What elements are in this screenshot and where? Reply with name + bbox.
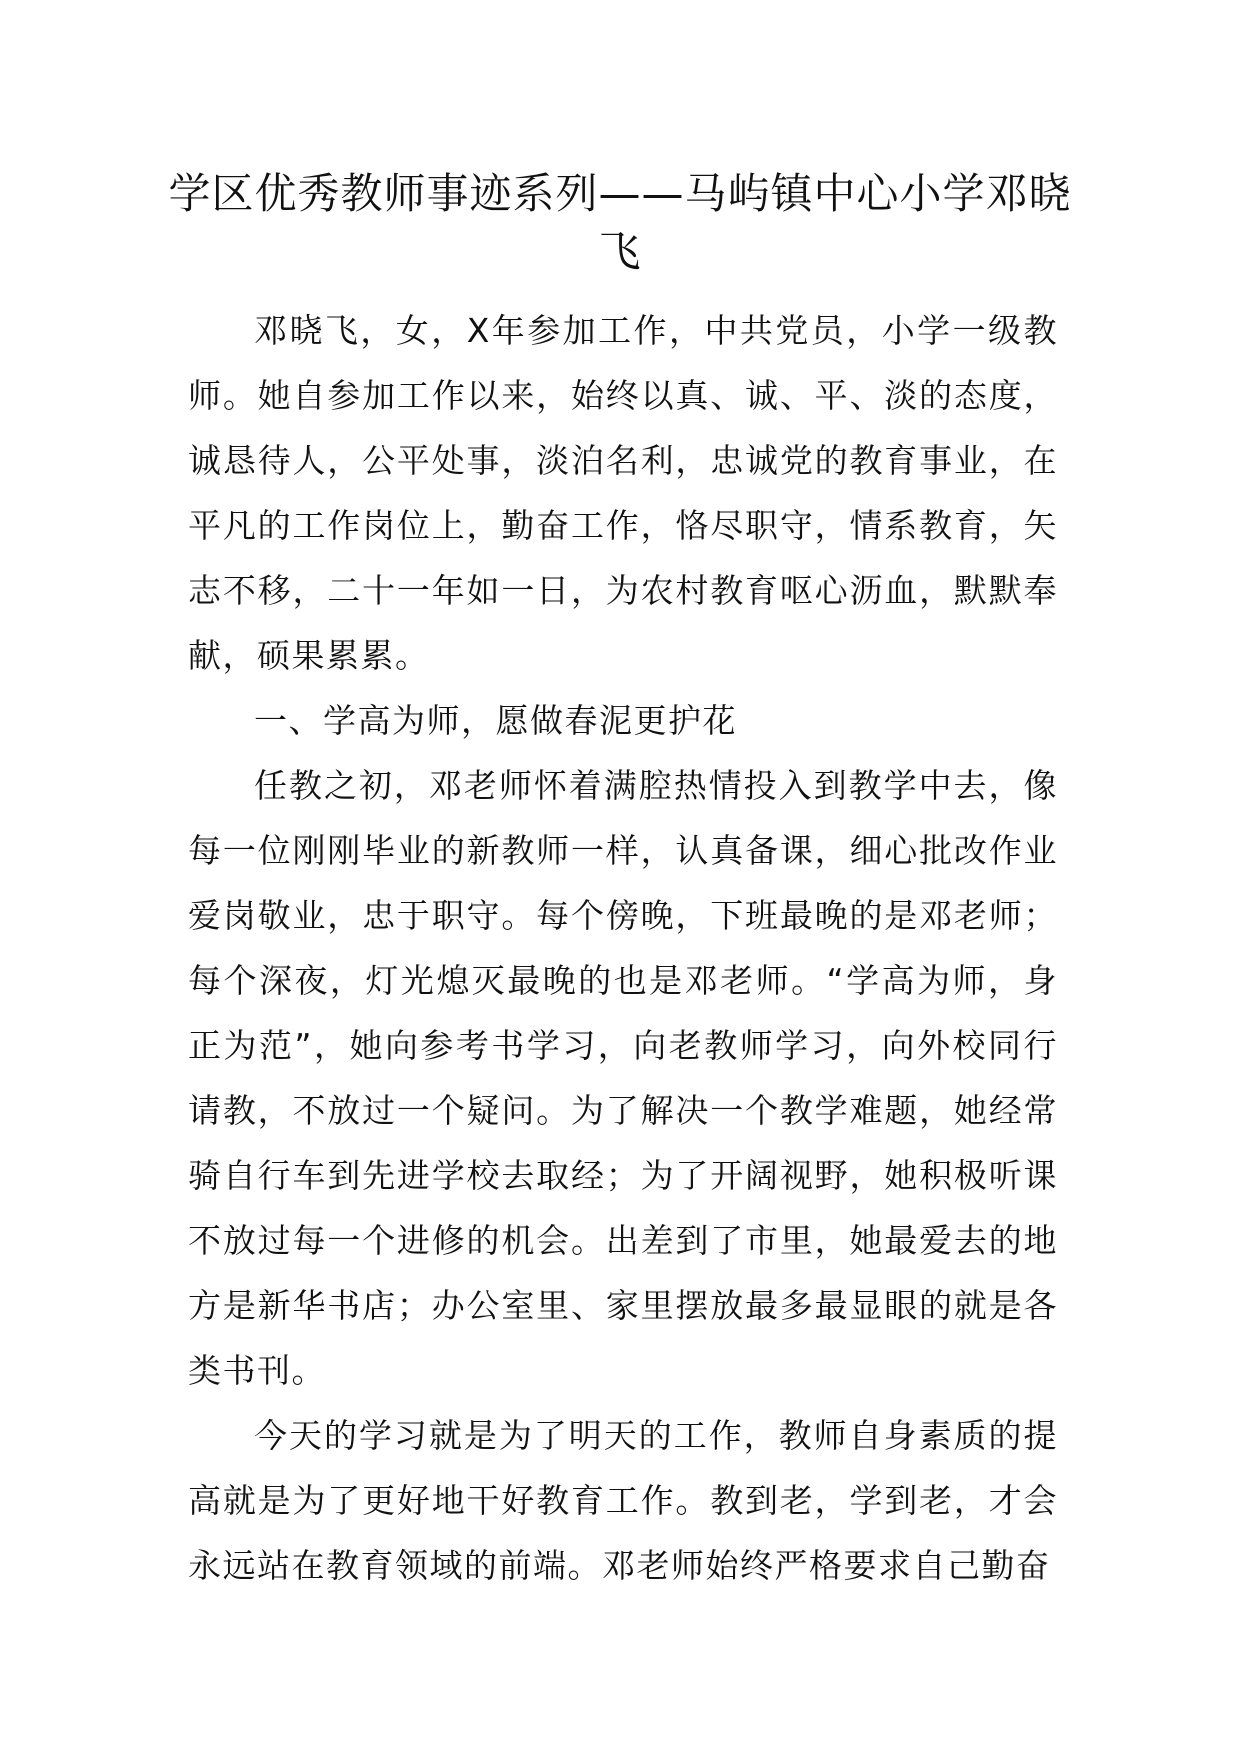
section-heading-1: 一、学高为师，愿做春泥更护花	[254, 701, 737, 740]
intro-paragraph: 邓晓飞，女，X年参加工作，中共党员，小学一级教师。她自参加工作以来，始终以真、诚、平、淡的态度，诚恳待人，公平处事，淡泊名利，忠诚党的教育事业，在平凡的工作岗位上，勤奋工作，恪尽职守，情系教育，矢志不移，二十一年如一日，为农村教育呕心沥血，默默奉献，硕果累累。	[188, 311, 1058, 675]
document-title: 学区优秀教师事迹系列——马屿镇中心小学邓晓飞	[168, 169, 1072, 276]
document-body	[188, 298, 1058, 1598]
body-paragraph: 今天的学习就是为了明天的工作，教师自身素质的提高就是为了更好地干好教育工作。教到老，学到老，才会永远站在教育领域的前端。邓老师始终严格要求自己勤奋	[188, 1416, 1058, 1585]
body-paragraph: 任教之初，邓老师怀着满腔热情投入到教学中去，像每一位刚刚毕业的新教师一样，认真备课，细心批改作业爱岗敬业，忠于职守。每个傍晚，下班最晚的是邓老师；每个深夜，灯光熄灭最晚的也是邓老师。“学高为师，身正为范”，她向参考书学习，向老教师学习，向外校同行请教，不放过一个疑问。为了解决一个教学难题，她经常骑自行车到先进学校去取经；为了开阔视野，她积极听课不放过每一个进修的机会。出差到了市里，她最爱去的地方是新华书店；办公室里、家里摆放最多最显眼的就是各类书刊。	[188, 766, 1058, 1390]
